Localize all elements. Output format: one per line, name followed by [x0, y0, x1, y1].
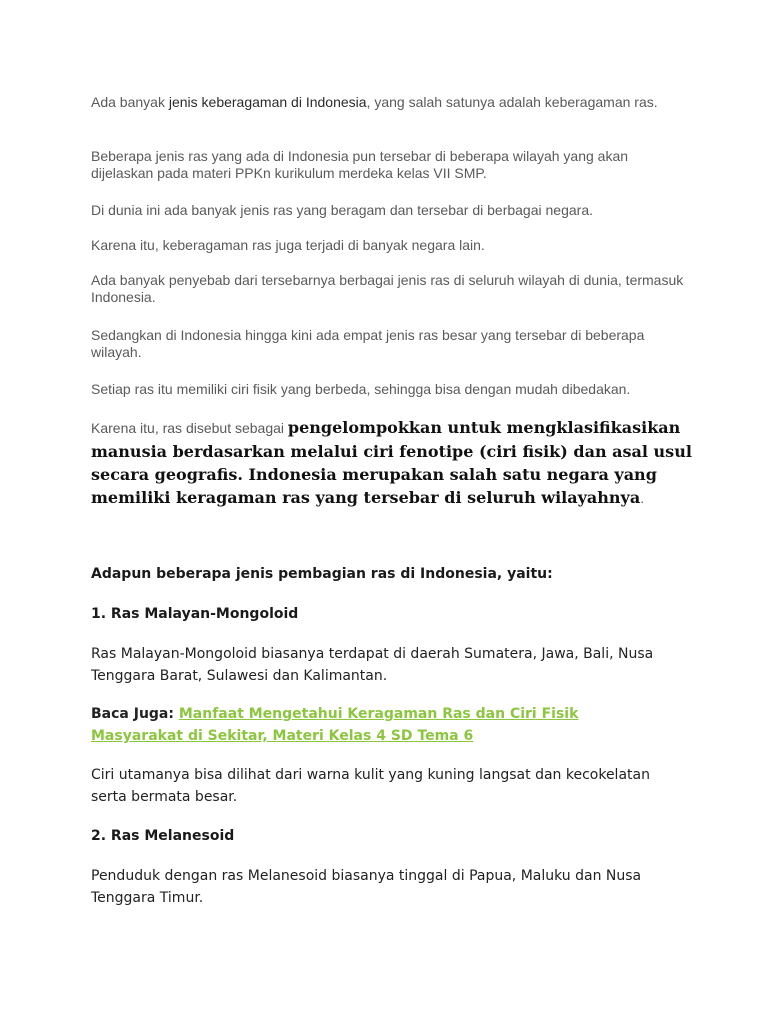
paragraph-empat-ras: Sedangkan di Indonesia hingga kini ada empat jenis ras besar yang tersebar di beberapa wilayah. — [91, 327, 645, 360]
definisi-bold-text: pengelompokkan untuk mengklasifikasikan manusia berdasarkan melalui ciri fenotipe (ciri fisik) dan asal usul secara geografis. Indonesia merupakan salah satu negara yang memiliki keragaman ras yang tersebar di seluruh wilayahnya — [91, 418, 692, 507]
paragraph-ciri-fisik: Setiap ras itu memiliki ciri fisik yang berbeda, sehingga bisa dengan mudah dibedakan. — [91, 381, 631, 397]
highlight-phrase: jenis keberagaman di Indonesia — [168, 94, 367, 110]
baca-juga-link[interactable]: Manfaat Mengetahui Keragaman Ras dan Ciri Fisik Masyarakat di Sekitar, Materi Kelas 4 SD Tema 6 — [91, 706, 579, 744]
paragraph-definisi-ras: Karena itu, ras disebut sebagai pengelompokkan untuk mengklasifikasikan manusia berdasarkan melalui ciri fenotipe (ciri fisik) dan asal usul secara geografis. Indonesia merupakan salah satu negara yang memiliki keragaman ras yang tersebar di seluruh wilayahnya. — [91, 418, 692, 507]
baca-juga-label: Baca Juga: — [91, 706, 179, 722]
ras1-title: 1. Ras Malayan-Mongoloid — [91, 606, 299, 622]
paragraph-ras-wilayah: Beberapa jenis ras yang ada di Indonesia pun tersebar di beberapa wilayah yang akan dijelaskan pada materi PPKn kurikulum merdeka kelas VII SMP. — [91, 148, 629, 181]
ras1-description: Ras Malayan-Mongoloid biasanya terdapat di daerah Sumatera, Jawa, Bali, Nusa Tenggara Barat, Sulawesi dan Kalimantan. — [91, 646, 654, 684]
paragraph-dunia: Di dunia ini ada banyak jenis ras yang beragam dan tersebar di berbagai negara. — [91, 202, 593, 218]
baca-juga-paragraph — [91, 703, 651, 747]
ras2-title: 2. Ras Melanesoid — [91, 828, 235, 844]
ras1-ciri: Ciri utamanya bisa dilihat dari warna kulit yang kuning langsat dan kecokelatan serta bermata besar. — [91, 767, 650, 805]
paragraph-penyebab: Ada banyak penyebab dari tersebarnya berbagai jenis ras di seluruh wilayah di dunia, termasuk Indonesia. — [91, 272, 684, 305]
ras2-description: Penduduk dengan ras Melanesoid biasanya tinggal di Papua, Maluku dan Nusa Tenggara Timur. — [91, 868, 642, 906]
section-heading: Adapun beberapa jenis pembagian ras di Indonesia, yaitu: — [91, 566, 553, 582]
paragraph-negara-lain: Karena itu, keberagaman ras juga terjadi di banyak negara lain. — [91, 237, 485, 253]
paragraph-intro: Ada banyak jenis keberagaman di Indonesia, yang salah satunya adalah keberagaman ras. — [91, 94, 658, 110]
